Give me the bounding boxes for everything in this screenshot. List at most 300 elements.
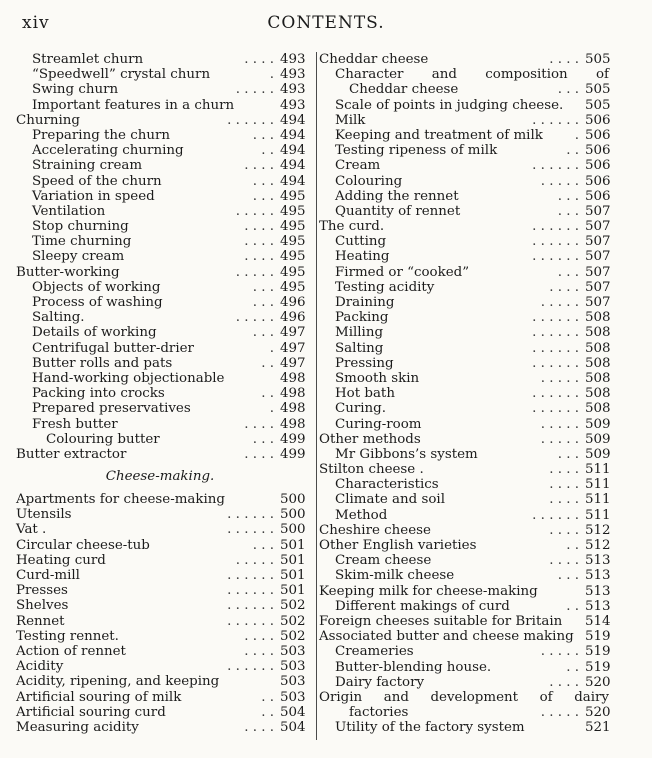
contents-entry — [16, 386, 304, 401]
entry-page-number: 508 — [585, 355, 611, 371]
entry-label: Sleepy cream — [32, 249, 125, 265]
entry-page-number: 502 — [280, 598, 306, 614]
entry-label: Important features in a churn — [32, 97, 235, 113]
entry-page-number: 499 — [280, 446, 306, 462]
entry-page-number: 506 — [585, 143, 611, 159]
entry-page-number: 495 — [280, 203, 306, 219]
entry-page-number: 513 — [585, 583, 611, 599]
entry-page-number: 495 — [280, 279, 306, 295]
entry-label: Swing churn — [32, 82, 119, 98]
leader-dots: . . . . — [244, 643, 274, 659]
entry-label: Action of rennet — [16, 643, 126, 659]
entry-page-number: 507 — [585, 234, 611, 250]
contents-entry — [16, 113, 304, 128]
entry-label: Curd-mill — [16, 568, 80, 583]
entry-page-number: 498 — [280, 370, 306, 386]
contents-entry — [319, 720, 609, 735]
entry-label: Method — [335, 507, 388, 523]
leader-dots: . . — [261, 704, 274, 720]
leader-dots: . . . . . — [540, 416, 579, 432]
leader-dots: . . . . — [549, 553, 579, 569]
entry-page-number: 494 — [280, 112, 306, 128]
entry-page-number: 504 — [280, 719, 306, 735]
contents-entry — [16, 219, 304, 234]
leader-dots: . . . . . — [235, 82, 274, 98]
entry-page-number: 499 — [280, 431, 306, 447]
entry-label: Other methods — [319, 431, 421, 447]
entry-page-number: 512 — [585, 538, 611, 553]
contents-left-column — [16, 52, 304, 735]
contents-entry — [16, 553, 304, 568]
page-title: CONTENTS. — [267, 13, 385, 33]
leader-dots: . . . . . . — [227, 659, 274, 675]
leader-dots: . . . — [252, 188, 274, 204]
leader-dots: . — [574, 127, 579, 143]
contents-entry — [16, 447, 304, 462]
entry-label: Quantity of rennet — [335, 203, 461, 219]
entry-page-number: 497 — [280, 325, 306, 341]
leader-dots: . . . . . . — [532, 507, 579, 523]
entry-label: Apartments for cheese-making — [16, 492, 226, 508]
entry-page-number: 511 — [585, 477, 611, 493]
contents-right-column — [316, 52, 609, 740]
leader-dots: . . . — [252, 279, 274, 295]
entry-label: Mr Gibbons’s system — [335, 446, 478, 462]
entry-label: Other English varieties — [319, 538, 477, 553]
entry-label: Different makings of curd — [335, 598, 510, 614]
contents-entry — [319, 553, 609, 568]
entry-label: Butter rolls and pats — [32, 355, 173, 371]
leader-dots: . — [269, 401, 274, 417]
entry-label: Utility of the factory system — [335, 720, 525, 736]
leader-dots: . . . . . — [540, 370, 579, 386]
contents-entry — [319, 341, 609, 356]
entry-label: factories — [349, 705, 409, 721]
entry-page-number: 506 — [585, 127, 611, 143]
entry-page-number: 493 — [280, 67, 306, 83]
entry-page-number: 496 — [280, 295, 306, 310]
leader-dots: . . . . . — [540, 431, 579, 447]
entry-page-number: 514 — [585, 613, 611, 629]
contents-entry — [319, 401, 609, 416]
leader-dots: . . . . . — [540, 705, 579, 721]
contents-entry — [16, 234, 304, 249]
contents-entry — [16, 401, 304, 416]
entry-label: Salting — [335, 340, 384, 356]
entry-label: Skim-milk cheese — [335, 568, 455, 584]
contents-entry — [16, 67, 304, 82]
entry-page-number: 502 — [280, 628, 306, 644]
entry-page-number: 507 — [585, 295, 611, 310]
contents-entry — [319, 477, 609, 492]
entry-label: Acidity, ripening, and keeping — [16, 674, 220, 690]
entry-label: Streamlet churn — [32, 52, 144, 67]
entry-label: Hand-working objectionable — [32, 370, 225, 386]
entry-label: Artificial souring of milk — [16, 689, 182, 705]
entry-label: Smooth skin — [335, 370, 420, 386]
entry-label: Details of working — [32, 325, 157, 341]
entry-label: Cheshire cheese — [319, 522, 431, 538]
entry-label: Circular cheese-tub — [16, 537, 150, 553]
entry-page-number: 495 — [280, 234, 306, 250]
contents-entry — [16, 644, 304, 659]
contents-entry — [16, 598, 304, 613]
entry-page-number: 498 — [280, 386, 306, 402]
leader-dots: . . . . — [549, 477, 579, 493]
contents-entry — [319, 629, 609, 644]
leader-dots: . . . . — [549, 279, 579, 295]
entry-page-number: 519 — [585, 659, 611, 675]
entry-page-number: 497 — [280, 340, 306, 356]
entry-page-number: 504 — [280, 704, 306, 720]
entry-label: Characteristics — [335, 477, 439, 493]
leader-dots: . . . . — [244, 52, 274, 67]
contents-entry — [16, 371, 304, 386]
entry-label: Cream — [335, 158, 381, 174]
entry-page-number: 503 — [280, 674, 306, 690]
leader-dots: . . . . — [549, 52, 579, 67]
contents-entry — [16, 249, 304, 264]
contents-entry — [319, 690, 609, 705]
contents-entry — [16, 507, 304, 522]
entry-page-number: 503 — [280, 659, 306, 675]
entry-label: Variation in speed — [32, 188, 155, 204]
entry-page-number: 495 — [280, 264, 306, 280]
entry-page-number: 501 — [280, 552, 306, 568]
entry-page-number: 505 — [585, 97, 611, 113]
entry-label: Testing acidity — [335, 279, 435, 295]
contents-entry — [319, 356, 609, 371]
contents-entry — [319, 584, 609, 599]
leader-dots: . . — [566, 659, 579, 675]
entry-label: Cheddar cheese — [319, 52, 429, 67]
leader-dots: . . . . . . — [227, 598, 274, 614]
leader-dots: . . . . . . — [227, 583, 274, 599]
entry-label: Cheddar cheese — [349, 82, 459, 98]
entry-label: Butter-working — [16, 264, 120, 280]
entry-label: Vat . — [16, 522, 47, 538]
leader-dots: . . . — [252, 537, 274, 553]
contents-entry — [319, 568, 609, 583]
leader-dots: . . . — [557, 446, 579, 462]
leader-dots: . . — [566, 143, 579, 159]
leader-dots: . . . . . . — [532, 325, 579, 341]
leader-dots: . . . . . . — [532, 158, 579, 174]
entry-label: Ventilation — [32, 203, 106, 219]
leader-dots: . . . . — [244, 416, 274, 432]
entry-label: The curd. — [319, 219, 385, 235]
entry-page-number: 507 — [585, 264, 611, 280]
entry-page-number: 501 — [280, 583, 306, 599]
leader-dots: . . . . . . — [532, 310, 579, 326]
leader-dots: . . . — [252, 173, 274, 189]
leader-dots: . . . — [252, 295, 274, 310]
entry-label: Packing into crocks — [32, 386, 165, 402]
entry-page-number: 500 — [280, 492, 306, 508]
entry-page-number: 519 — [585, 629, 611, 645]
entry-page-number: 508 — [585, 310, 611, 326]
leader-dots: . . . . . . — [227, 522, 274, 538]
contents-entry — [319, 128, 609, 143]
entry-label: Rennet — [16, 613, 65, 629]
leader-dots: . — [269, 340, 274, 356]
contents-entry — [319, 614, 609, 629]
contents-entry — [319, 52, 609, 67]
entry-page-number: 495 — [280, 188, 306, 204]
entry-page-number: 513 — [585, 568, 611, 584]
leader-dots: . . . . . . — [532, 219, 579, 235]
entry-label: Butter-blending house. — [335, 659, 492, 675]
leader-dots: . . . . . . — [227, 507, 274, 523]
leader-dots: . . . . . — [235, 203, 274, 219]
leader-dots: . . — [261, 143, 274, 159]
entry-label: Colouring butter — [46, 431, 160, 447]
entry-label: Prepared preservatives — [32, 401, 191, 417]
leader-dots: . . — [261, 386, 274, 402]
entry-page-number: 507 — [585, 203, 611, 219]
entry-label: Heating curd — [16, 552, 106, 568]
leader-dots: . . . . — [244, 719, 274, 735]
entry-label: Stop churning — [32, 219, 129, 235]
entry-page-number: 506 — [585, 112, 611, 128]
entry-page-number: 506 — [585, 158, 611, 174]
entry-page-number: 506 — [585, 188, 611, 204]
entry-page-number: 493 — [280, 82, 306, 98]
leader-dots: . . — [566, 598, 579, 614]
entry-label: Associated butter and cheese making — [319, 629, 574, 645]
contents-entry — [319, 82, 609, 97]
contents-entry — [16, 189, 304, 204]
entry-page-number: 519 — [585, 644, 611, 660]
contents-entry — [16, 325, 304, 340]
contents-entry — [319, 310, 609, 325]
entry-label: Milling — [335, 325, 384, 341]
contents-entry — [319, 265, 609, 280]
contents-entry — [16, 341, 304, 356]
leader-dots: . . . — [557, 203, 579, 219]
contents-entry — [16, 158, 304, 173]
entry-page-number: 521 — [585, 720, 611, 736]
entry-page-number: 520 — [585, 674, 611, 690]
entry-page-number: 509 — [585, 431, 611, 447]
entry-label: Churning — [16, 112, 80, 128]
entry-page-number: 508 — [585, 386, 611, 402]
entry-label: Heating — [335, 249, 390, 265]
entry-page-number: 501 — [280, 537, 306, 553]
leader-dots: . . . . . . — [227, 112, 274, 128]
entry-page-number: 501 — [280, 568, 306, 583]
contents-entry — [319, 508, 609, 523]
contents-entry — [319, 599, 609, 614]
entry-page-number: 495 — [280, 249, 306, 265]
entry-label: Draining — [335, 295, 395, 310]
leader-dots: . . . . . — [235, 310, 274, 326]
entry-label: Climate and soil — [335, 492, 445, 508]
contents-entry — [16, 522, 304, 537]
contents-entry — [319, 371, 609, 386]
contents-entry — [319, 234, 609, 249]
contents-entry — [16, 492, 304, 507]
contents-entry — [319, 174, 609, 189]
entry-page-number: 498 — [280, 416, 306, 432]
leader-dots: . . . . . — [235, 264, 274, 280]
entry-page-number: 500 — [280, 522, 306, 538]
section-heading-text: Cheese-making. — [105, 469, 215, 485]
entry-page-number: 512 — [585, 522, 611, 538]
entry-label: Stilton cheese . — [319, 462, 424, 478]
contents-entry — [319, 523, 609, 538]
entry-page-number: 503 — [280, 643, 306, 659]
contents-entry — [319, 189, 609, 204]
entry-label: Curing. — [335, 401, 387, 417]
contents-entry — [16, 265, 304, 280]
leader-dots: . . . . . — [540, 295, 579, 310]
contents-entry — [16, 432, 304, 447]
leader-dots: . . — [261, 355, 274, 371]
entry-page-number: 507 — [585, 219, 611, 235]
leader-dots: . . . . — [244, 628, 274, 644]
entry-page-number: 494 — [280, 173, 306, 189]
leader-dots: . . . . . . — [532, 249, 579, 265]
contents-entry — [319, 417, 609, 432]
contents-entry — [319, 143, 609, 158]
entry-label: Cutting — [335, 234, 387, 250]
contents-entry — [16, 98, 304, 113]
contents-entry — [319, 67, 609, 82]
contents-entry — [16, 204, 304, 219]
leader-dots: . . . . . — [540, 173, 579, 189]
leader-dots: . . . . — [549, 492, 579, 508]
leader-dots: . . . — [557, 568, 579, 584]
contents-entry — [16, 674, 304, 689]
contents-entry — [319, 295, 609, 310]
leader-dots: . . . . — [244, 158, 274, 174]
contents-entry — [319, 113, 609, 128]
entry-label: Accelerating churning — [32, 143, 184, 159]
entry-page-number: 505 — [585, 52, 611, 67]
entry-page-number: 494 — [280, 158, 306, 174]
entry-label: Colouring — [335, 173, 403, 189]
entry-label: Creameries — [335, 644, 414, 660]
entry-page-number: 494 — [280, 127, 306, 143]
entry-label: Cream cheese — [335, 553, 432, 569]
entry-label: Objects of working — [32, 279, 161, 295]
contents-entry — [319, 386, 609, 401]
leader-dots: . . . . . . — [532, 386, 579, 402]
leader-dots: . . . . . . — [532, 112, 579, 128]
entry-page-number: 508 — [585, 325, 611, 341]
entry-page-number: 506 — [585, 173, 611, 189]
entry-page-number: 509 — [585, 416, 611, 432]
contents-entry — [319, 644, 609, 659]
leader-dots: . . . — [252, 325, 274, 341]
contents-entry — [319, 492, 609, 507]
entry-label: Centrifugal butter-drier — [32, 340, 194, 356]
entry-page-number: 503 — [280, 689, 306, 705]
leader-dots: . . . . . . — [227, 568, 274, 583]
contents-entry — [16, 143, 304, 158]
leader-dots: . . . . — [244, 219, 274, 235]
entry-label: Adding the rennet — [335, 188, 459, 204]
contents-entry — [319, 447, 609, 462]
entry-page-number: 513 — [585, 553, 611, 569]
entry-label: Foreign cheeses suitable for Britain — [319, 613, 563, 629]
leader-dots: . . . . . . — [532, 401, 579, 417]
leader-dots: . . . . . — [235, 552, 274, 568]
entry-label: Origin and development of dairy — [319, 689, 609, 705]
entry-page-number: 513 — [585, 598, 611, 614]
entry-page-number: 495 — [280, 219, 306, 235]
leader-dots: . . — [566, 538, 579, 553]
leader-dots: . . . — [252, 127, 274, 143]
entry-page-number: 509 — [585, 446, 611, 462]
entry-label: Acidity — [16, 659, 64, 675]
entry-label: Firmed or “cooked” — [335, 264, 470, 280]
leader-dots: . . . . — [549, 674, 579, 690]
entry-label: Character and composition of — [335, 67, 609, 83]
entry-page-number: 493 — [280, 52, 306, 67]
contents-entry — [319, 158, 609, 173]
contents-entry — [16, 280, 304, 295]
leader-dots: . . . . — [244, 446, 274, 462]
leader-dots: . . . — [557, 188, 579, 204]
contents-entry — [16, 583, 304, 598]
contents-entry — [319, 538, 609, 553]
contents-entry — [319, 280, 609, 295]
entry-label: Packing — [335, 310, 389, 326]
leader-dots: . . . . . — [540, 644, 579, 660]
page-header — [0, 0, 652, 40]
contents-entry — [16, 295, 304, 310]
contents-entry — [16, 82, 304, 97]
entry-page-number: 508 — [585, 370, 611, 386]
page-number: xiv — [22, 13, 50, 33]
leader-dots: . . . . . . — [532, 340, 579, 356]
contents-entry — [16, 659, 304, 674]
contents-entry — [16, 568, 304, 583]
contents-entry — [16, 629, 304, 644]
contents-entry — [319, 432, 609, 447]
leader-dots: . . . — [557, 264, 579, 280]
entry-label: Straining cream — [32, 158, 143, 174]
entry-label: “Speedwell” crystal churn — [32, 67, 211, 83]
contents-entry — [16, 690, 304, 705]
contents-entry — [16, 720, 304, 735]
leader-dots: . . . . . . — [227, 613, 274, 629]
entry-label: Milk — [335, 112, 366, 128]
entry-page-number: 497 — [280, 355, 306, 371]
leader-dots: . . . — [252, 431, 274, 447]
leader-dots: . . . . . . — [532, 234, 579, 250]
contents-entry — [319, 325, 609, 340]
entry-label: Scale of points in judging cheese. — [335, 97, 564, 113]
contents-entry — [16, 538, 304, 553]
contents-entry — [319, 219, 609, 234]
contents-entry — [16, 174, 304, 189]
leader-dots: . . — [261, 689, 274, 705]
contents-entry — [319, 660, 609, 675]
entry-page-number: 508 — [585, 401, 611, 417]
contents-entry — [16, 52, 304, 67]
entry-page-number: 508 — [585, 340, 611, 356]
entry-label: Testing ripeness of milk — [335, 143, 498, 159]
leader-dots: . . . . . . — [532, 355, 579, 371]
leader-dots: . . . — [557, 82, 579, 98]
contents-entry — [16, 356, 304, 371]
leader-dots: . . . . — [244, 234, 274, 250]
contents-entry — [16, 614, 304, 629]
contents-entry — [319, 705, 609, 720]
